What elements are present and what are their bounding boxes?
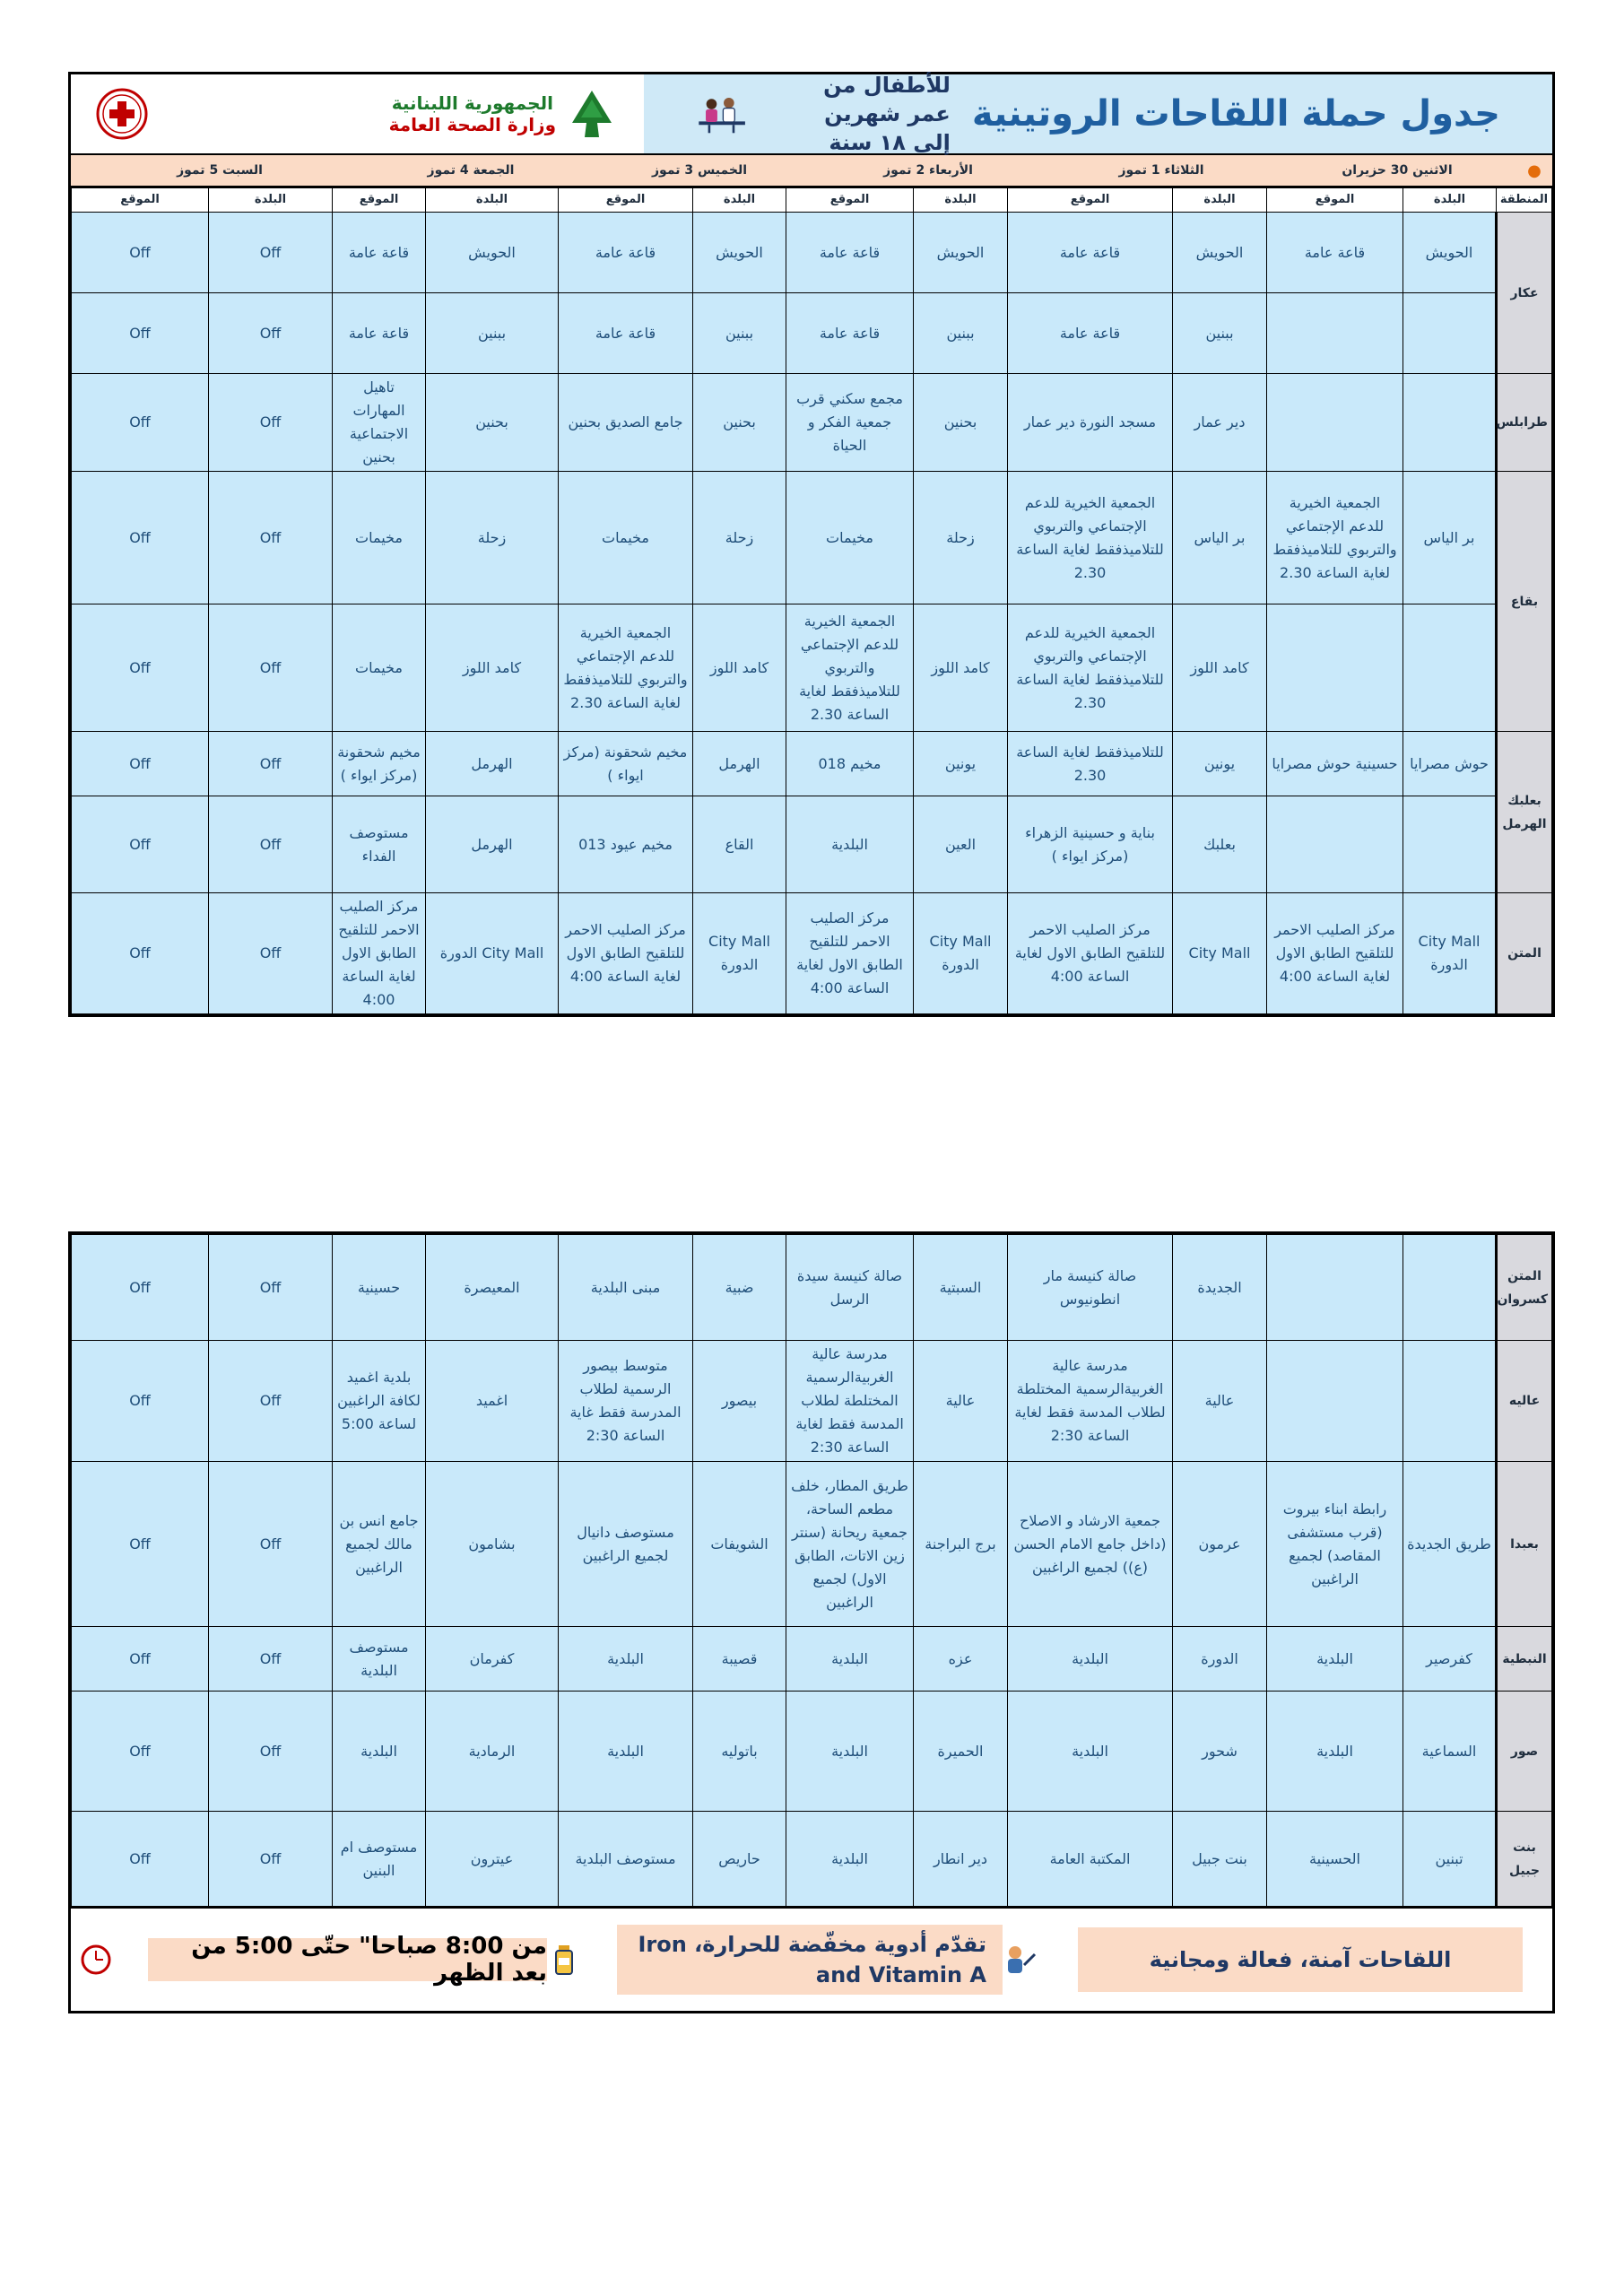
cedar-icon [565,87,619,141]
site-cell: Off [72,732,209,796]
site-cell: بلدية اغميد لكافة الراغبين لساعة 5:00 [333,1341,426,1462]
table-row [72,893,1552,1014]
site-cell: مركز الصليب الاحمر للتلقيح الطابق الاول لغاية الساعة 4:00 [1267,893,1403,1014]
town-cell: اغميد [426,1341,559,1462]
town-cell: ضبية [693,1235,786,1341]
col-site: الموقع [72,188,209,213]
vaccination-icon [1003,1942,1038,1978]
town-cell: Off [209,1341,333,1462]
town-cell: Off [209,293,333,374]
site-cell: مركز الصليب الاحمر للتلقيح الطابق الاول لغاية الساعة 4:00 [786,893,914,1014]
site-cell: Off [72,1812,209,1907]
site-cell: Off [72,796,209,893]
site-cell [1267,796,1403,893]
town-cell: Off [209,796,333,893]
region-cell: عاليه [1497,1341,1552,1462]
site-cell: البلدية [1267,1627,1403,1692]
town-cell: Off [209,1235,333,1341]
site-cell: مدرسة عالية الغربيةالرسمية المختلطة لطلاب المدسة فقط لغاية الساعة 2:30 [1008,1341,1173,1462]
schedule-sheet-2 [68,1231,1555,2013]
town-cell: كامد اللوز [1173,604,1267,732]
site-cell: جامع انس بن مالك لجميع الراغبين [333,1462,426,1627]
site-cell [1267,1235,1403,1341]
town-cell: عالية [914,1341,1008,1462]
town-cell: الهرمل [426,796,559,893]
town-cell: باتوليه [693,1692,786,1812]
col-region: المنطقة [1497,188,1552,213]
site-cell: متوسط بيصور الرسمية لطلاب المدرسة فقط غاية الساعة 2:30 [559,1341,693,1462]
site-cell: Off [72,1341,209,1462]
site-cell: صالة كنيسة سيدة الرسل [786,1235,914,1341]
col-town: البلدة [1173,188,1267,213]
town-cell: Off [209,374,333,472]
site-cell: Off [72,604,209,732]
site-cell: للتلاميذفقط لغاية الساعة 2.30 [1008,732,1173,796]
town-cell: برج البراجنة [914,1462,1008,1627]
safety-note: اللقاحات آمنة، فعالة ومجانية [1078,1927,1523,1992]
town-cell: ببنين [693,293,786,374]
site-cell: Off [72,1627,209,1692]
col-town: البلدة [1403,188,1497,213]
town-cell: بنت جبيل [1173,1812,1267,1907]
town-cell: City Mall الدورة [693,893,786,1014]
site-cell: مركز الصليب الاحمر للتلقيح الطابق الاول لغاية الساعة 4:00 [1008,893,1173,1014]
town-cell: كامد اللوز [914,604,1008,732]
site-cell: حسينية [333,1235,426,1341]
region-cell: عكار [1497,213,1552,374]
town-cell: بر الياس [1173,472,1267,604]
town-cell: كامد اللوز [693,604,786,732]
town-cell: الحميرة [914,1692,1008,1812]
town-cell: بر الياس [1403,472,1497,604]
site-cell: بناية و حسينية الزهراء (مركز ايواء ) [1008,796,1173,893]
town-cell: يونين [914,732,1008,796]
town-cell [1403,293,1497,374]
town-cell [1403,604,1497,732]
ministry-name-line1: الجمهورية اللبنانية [391,92,553,114]
site-cell: قاعة عامة [333,213,426,293]
town-cell: Off [209,1627,333,1692]
town-cell: City Mall الدورة [426,893,559,1014]
region-cell: صور [1497,1692,1552,1812]
town-cell: كفرصير [1403,1627,1497,1692]
site-cell: مخيم عيود 013 [559,796,693,893]
town-cell: زحلة [426,472,559,604]
region-cell: طرابلس [1497,374,1552,472]
campaign-subtitle [782,71,951,157]
site-cell: البلدية [559,1692,693,1812]
site-cell: مخيمات [786,472,914,604]
days-bar [71,155,1552,187]
region-cell: المتن كسروان [1497,1235,1552,1341]
footer [71,1907,1552,2011]
town-cell: بحنين [426,374,559,472]
town-cell: زحلة [914,472,1008,604]
site-cell: الجمعية الخيرية للدعم الإجتماعي والتربوي للتلاميذفقط لغاية الساعة 2.30 [1008,472,1173,604]
town-cell: Off [209,604,333,732]
table-row [72,1692,1552,1812]
town-cell [1403,796,1497,893]
site-cell: البلدية [559,1627,693,1692]
table-row [72,374,1552,472]
col-site: الموقع [333,188,426,213]
table-row [72,796,1552,893]
ministry-name-line2: وزارة الصحة العامة [388,114,556,135]
hours-note: من 8:00 صباحا" حتّى 5:00 من بعد الظهر [148,1938,547,1981]
town-cell: بيصور [693,1341,786,1462]
site-cell: رابطة ابناء بيروت (قرب مستشفى المقاصد) لجميع الراغبين [1267,1462,1403,1627]
town-cell: ببنين [914,293,1008,374]
town-cell: دير انطار [914,1812,1008,1907]
town-cell: الحويش [426,213,559,293]
site-cell: Off [72,1462,209,1627]
col-site: الموقع [1267,188,1403,213]
region-cell: بعبدا [1497,1462,1552,1627]
col-town: البلدة [693,188,786,213]
town-cell: الدورة [1173,1627,1267,1692]
town-cell: السماعية [1403,1692,1497,1812]
region-cell: بقاع [1497,472,1552,732]
town-cell: القاع [693,796,786,893]
site-cell: مخيمات [559,472,693,604]
town-cell: الجديدة [1173,1235,1267,1341]
site-cell: Off [72,213,209,293]
town-cell: الحويش [914,213,1008,293]
site-cell: مستوصف ام البنين [333,1812,426,1907]
table-row [72,1462,1552,1627]
site-cell: حسينية حوش مصرايا [1267,732,1403,796]
table-row [72,1812,1552,1907]
day-label: الثلاثاء 1 تموز [1118,163,1204,178]
site-cell [1267,293,1403,374]
town-cell: الهرمل [693,732,786,796]
site-cell: مركز الصليب الاحمر للتلقيح الطابق الاول لغاية الساعة 4:00 [559,893,693,1014]
header-title-panel [644,74,1552,153]
region-cell: المتن [1497,893,1552,1014]
town-cell: Off [209,1692,333,1812]
site-cell: تاهيل المهارات الاجتماعية بحنين [333,374,426,472]
town-cell: City Mall الدورة [1403,893,1497,1014]
town-cell: بشامون [426,1462,559,1627]
subtitle-line1: للأطفال من عمر شهرين [823,73,951,126]
site-cell: Off [72,293,209,374]
site-cell: مخيم 018 [786,732,914,796]
clock-icon [78,1942,114,1978]
site-cell: قاعة عامة [786,213,914,293]
site-cell: Off [72,1235,209,1341]
subtitle-line2: إلى ١٨ سنة [829,130,951,155]
site-cell: البلدية [1008,1627,1173,1692]
town-cell: ببنين [426,293,559,374]
header-logos [71,74,644,153]
town-cell: عرمون [1173,1462,1267,1627]
schedule-table-2 [71,1234,1552,1907]
site-cell: مستوصف الفداء [333,796,426,893]
town-cell: السبتية [914,1235,1008,1341]
table-row [72,472,1552,604]
town-cell: تبنين [1403,1812,1497,1907]
site-cell: البلدية [1008,1692,1173,1812]
town-cell: حوش مصرايا [1403,732,1497,796]
town-cell: Off [209,213,333,293]
site-cell: مستوصف دانيال لجميع الراغبين [559,1462,693,1627]
doctor-child-icon [698,83,746,145]
col-town: البلدة [426,188,559,213]
column-header-row [72,188,1552,213]
town-cell: الحويش [693,213,786,293]
town-cell: عالية [1173,1341,1267,1462]
schedule-sheet-1 [68,72,1555,1017]
town-cell: الحويش [1173,213,1267,293]
town-cell: المعيصرة [426,1235,559,1341]
town-cell: طريق الجديدة [1403,1462,1497,1627]
site-cell: البلدية [786,796,914,893]
town-cell: قصيبة [693,1627,786,1692]
site-cell: Off [72,374,209,472]
site-cell: مخيمات [333,604,426,732]
site-cell: مخيمات [333,472,426,604]
site-cell: البلدية [786,1812,914,1907]
town-cell: كامد اللوز [426,604,559,732]
site-cell: قاعة عامة [1008,293,1173,374]
site-cell: الجمعية الخيرية للدعم الإجتماعي والتربوي للتلاميذفقط لغاية الساعة 2.30 [1008,604,1173,732]
town-cell: Off [209,893,333,1014]
town-cell: زحلة [693,472,786,604]
site-cell: مستوصف البلدية [559,1812,693,1907]
town-cell [1403,374,1497,472]
day-label: السبت 5 تموز [177,163,263,178]
table-row [72,1341,1552,1462]
site-cell: قاعة عامة [559,293,693,374]
col-site: الموقع [786,188,914,213]
day-label: الأربعاء 2 تموز [883,163,973,178]
medication-note: تقدّم أدوية مخفّضة للحرارة، Iron and Vitamin A [617,1925,1003,1995]
town-cell: ببنين [1173,293,1267,374]
site-cell: Off [72,893,209,1014]
site-cell: قاعة عامة [333,293,426,374]
town-cell: عيترون [426,1812,559,1907]
day-label: الاثنين 30 حزيران [1342,163,1453,178]
town-cell: Off [209,472,333,604]
site-cell: الحسينية [1267,1812,1403,1907]
table-row [72,213,1552,293]
site-cell: الجمعية الخيرية للدعم الإجتماعي والتربوي للتلاميذفقط لغاية الساعة 2.30 [1267,472,1403,604]
site-cell: البلدية [786,1692,914,1812]
site-cell: مبنى البلدية [559,1235,693,1341]
col-town: البلدة [209,188,333,213]
site-cell: مركز الصليب الاحمر للتلقيح الطابق الاول لغاية الساعة 4:00 [333,893,426,1014]
town-cell: دير عمار [1173,374,1267,472]
col-site: الموقع [559,188,693,213]
site-cell: مجمع سكني قرب جمعية الفكر و الحياة [786,374,914,472]
town-cell: كفرمان [426,1627,559,1692]
region-cell: بعلبك الهرمل [1497,732,1552,893]
campaign-title: جدول حملة اللقاحات الروتينية [971,93,1500,135]
site-cell: مدرسة عالية الغربيةالرسمية المختلطة لطلاب المدسة فقط لغاية الساعة 2:30 [786,1341,914,1462]
table-row [72,732,1552,796]
day-label: الخميس 3 تموز [651,163,748,178]
town-cell: شحور [1173,1692,1267,1812]
site-cell: Off [72,1692,209,1812]
col-site: الموقع [1008,188,1173,213]
region-cell: النبطية [1497,1627,1552,1692]
site-cell: مخيم شحقونة (مركز ايواء ) [333,732,426,796]
town-cell: الهرمل [426,732,559,796]
town-cell: العين [914,796,1008,893]
town-cell: Off [209,1812,333,1907]
site-cell [1267,604,1403,732]
site-cell: البلدية [786,1627,914,1692]
town-cell: Off [209,1462,333,1627]
table-row [72,1627,1552,1692]
site-cell: البلدية [1267,1692,1403,1812]
site-cell [1267,1341,1403,1462]
site-cell: قاعة عامة [559,213,693,293]
town-cell: حاريص [693,1812,786,1907]
site-cell: قاعة عامة [786,293,914,374]
site-cell: طريق المطار، خلف مطعم الساحة، جمعية ريحانة (سنتر زين الاتات، الطابق الاول) لجميع الراغبين [786,1462,914,1627]
schedule-table-1 [71,187,1552,1014]
site-cell: قاعة عامة [1008,213,1173,293]
table-row [72,293,1552,374]
site-cell: Off [72,472,209,604]
site-cell: المكتبة العامة [1008,1812,1173,1907]
col-town: البلدة [914,188,1008,213]
day-label: الجمعة 4 تموز [427,163,515,178]
town-cell: بحنين [693,374,786,472]
red-cross-logo-icon [96,88,148,140]
site-cell: الجمعية الخيرية للدعم الإجتماعي والتربوي للتلاميذفقط لغاية الساعة 2.30 [786,604,914,732]
site-cell: البلدية [333,1692,426,1812]
site-cell: صالة كنيسة مار انطونيوس [1008,1235,1173,1341]
town-cell: City Mall [1173,893,1267,1014]
site-cell: مسجد النورة دير عمار [1008,374,1173,472]
table-row [72,1235,1552,1341]
site-cell: الجمعية الخيرية للدعم الإجتماعي والتربوي للتلاميذفقط لغاية الساعة 2.30 [559,604,693,732]
town-cell: يونين [1173,732,1267,796]
medicine-bottle-icon [547,1942,583,1978]
ministry-logo [389,87,619,141]
site-cell: مخيم شحقونة (مركز ايواء ) [559,732,693,796]
region-cell: بنت جبيل [1497,1812,1552,1907]
town-cell: الشويفات [693,1462,786,1627]
site-cell [1267,374,1403,472]
town-cell: City Mall الدورة [914,893,1008,1014]
table-row [72,604,1552,732]
site-cell: مستوصف البلدية [333,1627,426,1692]
site-cell: جمعية الارشاد و الاصلاح (داخل جامع الامام الحسن (ع)) لجميع الراغبين [1008,1462,1173,1627]
town-cell: Off [209,732,333,796]
town-cell: بعلبك [1173,796,1267,893]
town-cell [1403,1341,1497,1462]
town-cell: بحنين [914,374,1008,472]
town-cell: عزه [914,1627,1008,1692]
header [71,74,1552,155]
site-cell: جامع الصديق بحنين [559,374,693,472]
location-pin-icon: ● [1527,161,1541,180]
town-cell: الرمادية [426,1692,559,1812]
town-cell [1403,1235,1497,1341]
town-cell: الحويش [1403,213,1497,293]
site-cell: قاعة عامة [1267,213,1403,293]
